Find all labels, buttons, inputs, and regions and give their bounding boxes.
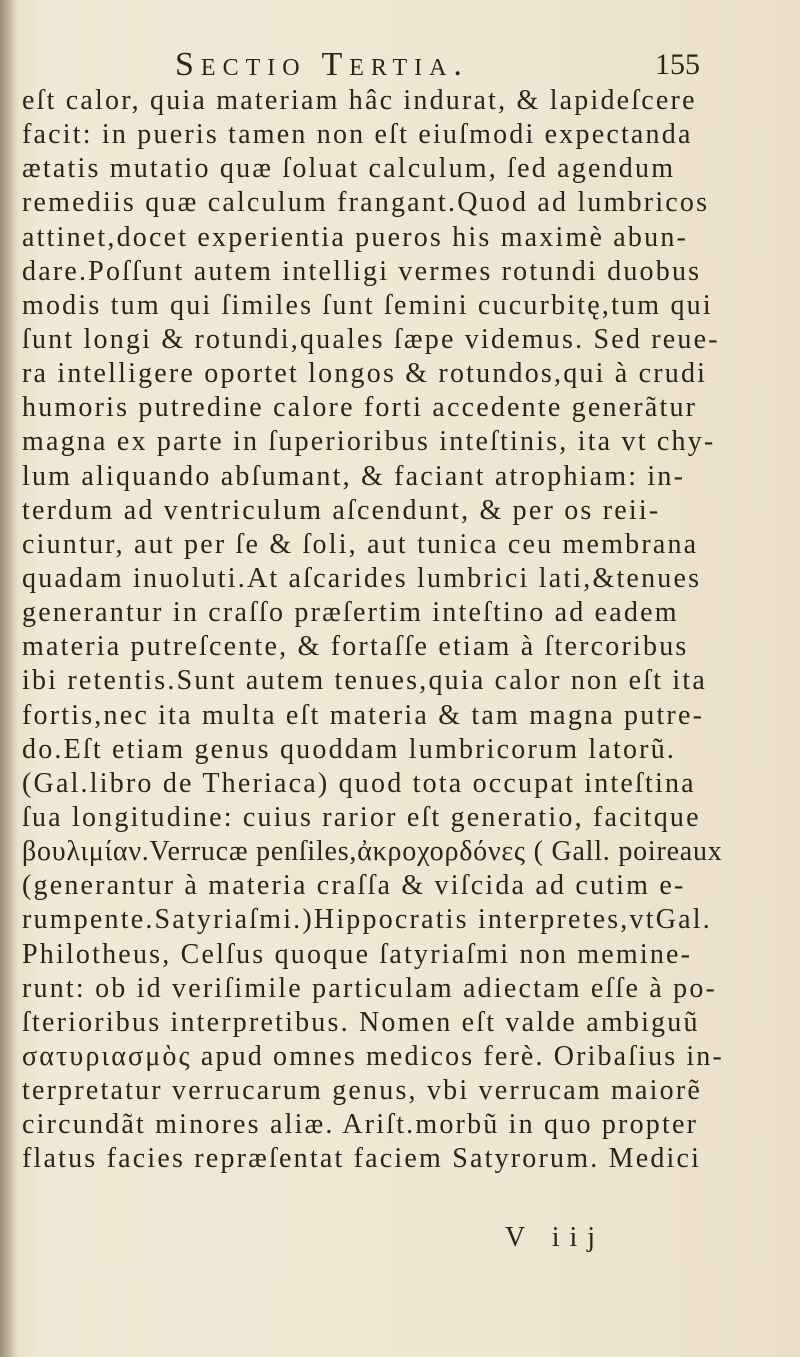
text-line: lum aliquando abſumant, & faciant atrophiam: in- [22,460,686,492]
body-text [22,84,722,1177]
gutter-shadow [0,0,18,1357]
text-line: (Gal.libro de Theriaca) quod tota occupat inteſtina [22,767,696,799]
text-line: ſterioribus interpretibus. Nomen eſt valde ambiguũ [22,1006,700,1038]
page-number: 155 [655,48,700,81]
text-line: terdum ad ventriculum aſcendunt, & per os reii- [22,494,661,526]
text-line: do.Eſt etiam genus quoddam lumbricorum latorũ. [22,733,677,765]
text-line: ciuntur, aut per ſe & ſoli, aut tunica ceu membrana [22,528,699,560]
text-line: rumpente.Satyriaſmi.)Hippocratis interpretes,vtGal. [22,904,712,936]
text-line: ibi retentis.Sunt autem tenues,quia calor non eſt ita [22,665,708,697]
text-line: terpretatur verrucarum genus, vbi verrucam maiorẽ [22,1075,702,1107]
text-line: runt: ob id veriſimile particulam adiectam eſſe à po- [22,972,718,1004]
text-line: facit: in pueris tamen non eſt eiuſmodi expectanda [22,119,693,151]
text-line: circundãt minores aliæ. Ariſt.morbũ in quo propter [22,1109,699,1141]
running-head [0,46,800,86]
text-line: eſt calor, quia materiam hâc indurat, & lapideſcere [22,85,697,116]
text-line: flatus facies repræſentat faciem Satyrorum. Medici [22,1143,702,1175]
text-line: Philotheus, Celſus quoque ſatyriaſmi non memine- [22,938,693,970]
text-line: modis tum qui ſimiles ſunt ſemini cucurbitę,tum qui [22,289,713,321]
text-line: σατυριασμὸς apud omnes medicos ferè. Oribaſius in- [22,1040,724,1072]
text-line: materia putreſcente, & fortaſſe etiam à ſtercoribus [22,631,689,663]
text-line: (generantur à materia craſſa & viſcida ad cutim e- [22,870,686,902]
text-line: ætatis mutatio quæ ſoluat calculum, ſed agendum [22,153,676,185]
text-line: generantur in craſſo præſertim inteſtino ad eadem [22,597,679,629]
text-line: ſunt longi & rotundi,quales ſæpe videmus. Sed reue- [22,323,720,355]
text-line: quadam inuoluti.At aſcarides lumbrici lati,&tenues [22,562,702,594]
text-line: magna ex parte in ſuperioribus inteſtinis, ita vt chy- [22,426,716,458]
running-title: Sectio Tertia. [175,46,469,83]
text-line: dare.Poſſunt autem intelligi vermes rotundi duobus [22,255,702,287]
text-line: βουλιμίαν.Verrucæ penſiles,ἀκροχορδόνες ( Gall. poireaux [22,836,723,868]
text-line: attinet,docet experientia pueros his maximè abun- [22,221,689,253]
signature-mark: V iij [505,1222,606,1253]
text-line: remediis quæ calculum frangant.Quod ad lumbricos [22,187,710,219]
text-line: humoris putredine calore forti accedente generãtur [22,392,698,424]
text-line: fortis,nec ita multa eſt materia & tam magna putre- [22,699,705,731]
text-line: ſua longitudine: cuius rarior eſt generatio, facitque [22,801,701,833]
text-line: ra intelligere oportet longos & rotundos,qui à crudi [22,358,708,390]
